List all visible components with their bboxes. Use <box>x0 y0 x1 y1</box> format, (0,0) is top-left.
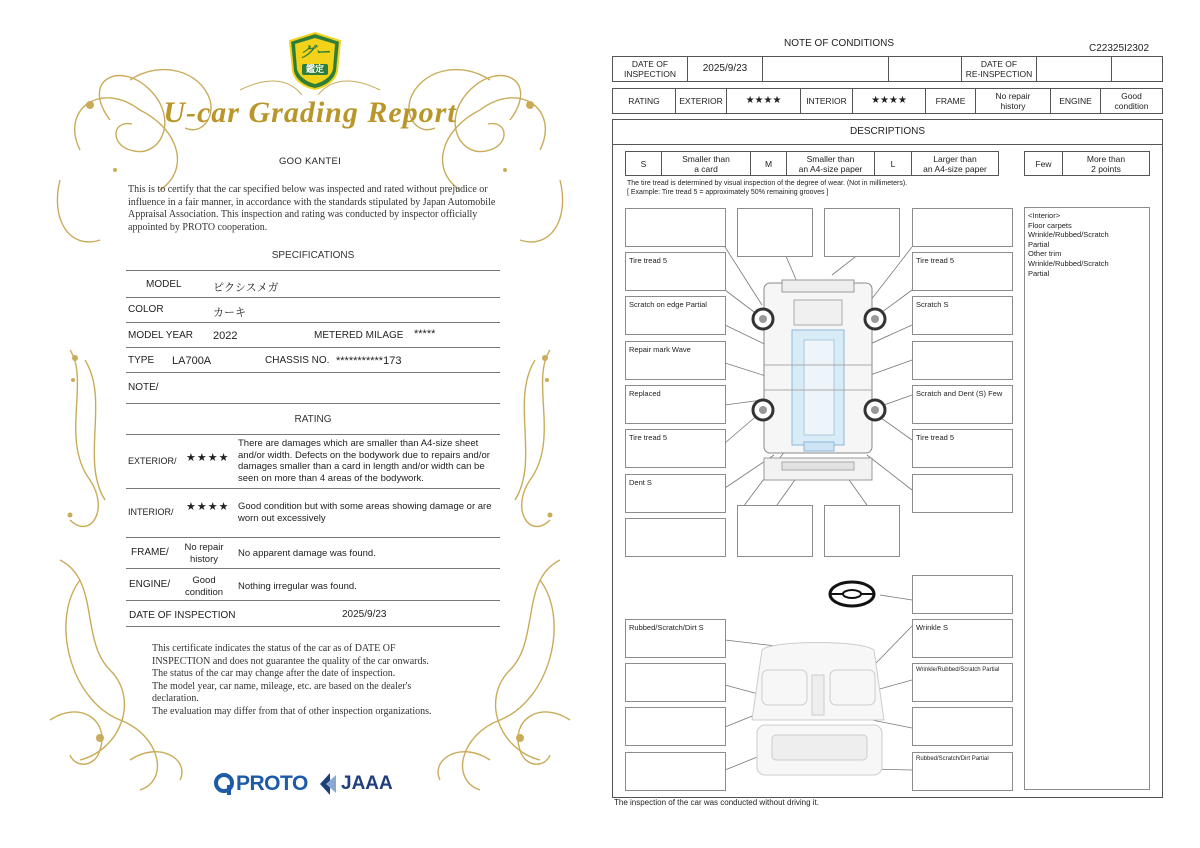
divider <box>126 270 500 271</box>
legend-few-desc <box>1063 152 1149 175</box>
type-value: LA700A <box>172 355 212 367</box>
interior-stars: ★★★★ <box>853 89 926 113</box>
interior-stars: ★★★★ <box>186 501 230 513</box>
interior-note-line: <Interior> <box>1028 211 1061 220</box>
divider <box>126 297 500 298</box>
damage-box-interior-rubbed <box>912 752 1013 791</box>
divider <box>126 347 500 348</box>
damage-box-interior-wrinkle <box>912 619 1013 658</box>
frame-value <box>976 89 1051 113</box>
damage-box <box>824 505 900 557</box>
reinspection-label: DATE OF <box>980 59 1018 69</box>
damage-label: Scratch S <box>916 300 949 309</box>
engine-value-line: condition <box>1114 101 1149 111</box>
divider <box>126 600 500 601</box>
interior-note-line: Floor carpets <box>1028 220 1072 230</box>
damage-box <box>912 474 1013 513</box>
legend-text: 2 points <box>1091 163 1121 174</box>
frame-value-line: history <box>1000 101 1026 111</box>
steering-wheel-icon <box>830 582 874 606</box>
damage-box-left-repair <box>625 341 726 380</box>
type-label: TYPE <box>128 355 155 366</box>
engine-value <box>1101 89 1162 113</box>
conditions-title: NOTE OF CONDITIONS <box>784 38 894 49</box>
footer-line: The evaluation may differ from that of other inspection organizations. <box>152 705 432 717</box>
divider <box>612 144 1163 145</box>
frame-description: No apparent damage was found. <box>238 548 376 559</box>
rating-label: RATING <box>613 89 676 113</box>
divider <box>126 568 500 569</box>
certification-statement: This is to certify that the car specified below was inspected and rated without prejudice or influence in a fair manner, in accordance with the standards stipulated by Japan Automobile Appraisal Association. This inspection and rating was conducted by inspector officially appointed by PROTO cooperation. <box>128 184 496 233</box>
proto-wordmark: PROTO <box>236 772 308 795</box>
divider <box>126 322 500 323</box>
legend-l: L <box>875 152 912 175</box>
legend-s-desc <box>662 152 751 175</box>
damage-label: Scratch on edge Partial <box>629 300 707 309</box>
proto-logo <box>213 770 308 798</box>
legend-text: Smaller than <box>682 153 730 164</box>
interior-note-line: Partial <box>1028 268 1050 278</box>
damage-box <box>625 752 726 791</box>
engine-label: ENGINE <box>1051 89 1101 113</box>
metered-milage-value: ***** <box>414 328 436 340</box>
date-of-inspection-value: 2025/9/23 <box>342 609 387 620</box>
damage-box-interior-wrinkle-rubbed <box>912 663 1013 702</box>
frame-label: FRAME/ <box>131 547 169 558</box>
date-label: DATE OF <box>631 59 669 69</box>
empty-cell <box>889 57 962 81</box>
date-label: INSPECTION <box>624 69 676 79</box>
divider <box>126 626 500 627</box>
goo-kantei-badge <box>287 31 343 91</box>
engine-value-line: Good <box>1121 91 1142 101</box>
damage-label: Dent S <box>629 478 652 487</box>
damage-box <box>737 505 813 557</box>
few-legend <box>1024 151 1150 176</box>
frame-value-line: No repair <box>995 91 1031 101</box>
damage-box-left-replaced <box>625 385 726 424</box>
interior-note-line: Partial <box>1028 239 1050 249</box>
model-year-label: MODEL YEAR <box>128 330 194 341</box>
footer-line: declaration. <box>152 693 199 705</box>
damage-label: Repair mark Wave <box>629 345 691 354</box>
chassis-label: CHASSIS NO. <box>265 355 330 366</box>
damage-label: Tire tread 5 <box>916 256 955 265</box>
legend-m: M <box>751 152 787 175</box>
size-legend <box>625 151 999 176</box>
engine-label: ENGINE/ <box>129 579 171 590</box>
damage-box <box>625 208 726 247</box>
jaaa-wordmark: JAAA <box>341 773 393 794</box>
damage-label: Replaced <box>629 389 661 398</box>
damage-box-left-scratch <box>625 296 726 335</box>
car-top-view <box>753 280 885 480</box>
date-row <box>612 56 1163 82</box>
legend-text: a card <box>694 163 718 174</box>
damage-label: Tire tread 5 <box>629 256 668 265</box>
reinspection-label: RE-INSPECTION <box>965 69 1033 79</box>
exterior-stars: ★★★★ <box>186 452 230 464</box>
badge-text-top: グー <box>299 44 330 61</box>
damage-box <box>737 208 813 257</box>
rating-row <box>612 88 1163 114</box>
tire-example: [ Example: Tire tread 5 = approximately 50% remaining grooves ] <box>627 189 829 196</box>
empty-cell <box>763 57 889 81</box>
engine-value-line: condition <box>184 586 224 598</box>
legend-text: Smaller than <box>806 153 855 164</box>
engine-value <box>175 575 233 598</box>
interior-label: INTERIOR <box>801 89 853 113</box>
damage-box-right-scratch <box>912 296 1013 335</box>
damage-box <box>625 707 726 746</box>
legend-text: More than <box>1086 153 1126 164</box>
date-of-inspection-label: DATE OF INSPECTION <box>129 610 236 621</box>
legend-text: an A4-size paper <box>923 163 987 174</box>
frame-value <box>175 542 233 565</box>
footer-line: The status of the car may change after the date of inspection. <box>152 668 396 680</box>
divider <box>126 537 500 538</box>
damage-label: Scratch and Dent (S) Few <box>916 389 1003 398</box>
damage-label: Wrinkle S <box>916 623 948 632</box>
certificate-footer <box>152 643 482 719</box>
exterior-label: EXTERIOR/ <box>128 456 177 466</box>
footer-line: This certificate indicates the status of the car as of DATE OF <box>152 643 396 654</box>
proto-mark-icon <box>213 772 235 796</box>
damage-box-left-rear-tire <box>625 429 726 468</box>
rating-heading: RATING <box>294 414 332 425</box>
footer-line: The model year, car name, mileage, etc. are based on the dealer's <box>152 680 412 692</box>
report-title: U-car Grading Report <box>163 96 457 129</box>
frame-label: FRAME <box>926 89 976 113</box>
tire-note: The tire tread is determined by visual inspection of the degree of wear. (Not in millimeters). <box>627 180 908 187</box>
damage-box <box>912 575 1013 614</box>
damage-box <box>625 518 726 557</box>
footer-line: INSPECTION and does not guarantee the quality of the car onwards. <box>152 655 429 667</box>
damage-box <box>912 208 1013 247</box>
empty-cell <box>1112 57 1162 81</box>
damage-label: Rubbed/Scratch/Dirt S <box>629 623 704 632</box>
damage-label: Tire tread 5 <box>916 433 955 442</box>
damage-box <box>912 341 1013 380</box>
exterior-label: EXTERIOR <box>676 89 727 113</box>
date-label-cell <box>613 57 688 81</box>
metered-milage-label: METERED MILAGE <box>314 330 404 341</box>
legend-m-desc <box>787 152 875 175</box>
model-value: ピクシスメガ <box>213 282 279 294</box>
legend-few: Few <box>1025 152 1063 175</box>
reinspection-value <box>1037 57 1112 81</box>
damage-box-right-dent <box>912 385 1013 424</box>
frame-value-line: No repair <box>184 542 224 553</box>
damage-box <box>912 707 1013 746</box>
damage-box-left-dent <box>625 474 726 513</box>
color-value: カーキ <box>213 307 246 319</box>
exterior-stars: ★★★★ <box>727 89 801 113</box>
jaaa-mark-icon <box>318 771 338 797</box>
legend-s: S <box>626 152 662 175</box>
damage-box-left-front-tire <box>625 252 726 291</box>
conditions-footer: The inspection of the car was conducted without driving it. <box>614 798 819 807</box>
interior-label: INTERIOR/ <box>128 507 174 517</box>
note-label: NOTE/ <box>128 382 159 393</box>
legend-text: Larger than <box>933 153 977 164</box>
model-label: MODEL <box>146 279 182 290</box>
jaaa-logo <box>318 770 393 798</box>
exterior-description: There are damages which are smaller than A4-size sheet and/or width. Defects on the bodywork due to repairs and/or damages smaller than a card in length and/or width can be seen on more than 4 areas of the bodywork. <box>238 438 490 484</box>
report-code: C22325I2302 <box>1089 43 1150 54</box>
legend-text: an A4-size paper <box>798 163 863 174</box>
divider <box>126 372 500 373</box>
damage-box <box>625 663 726 702</box>
damage-label: Tire tread 5 <box>629 433 668 442</box>
brand-name: GOO KANTEI <box>278 156 342 167</box>
car-interior-view <box>752 643 884 776</box>
interior-description: Good condition but with some areas showing damage or are worn out excessively <box>238 501 492 524</box>
specifications-heading: SPECIFICATIONS <box>271 250 355 261</box>
damage-box-right-front-tire <box>912 252 1013 291</box>
interior-note-line: Wrinkle/Rubbed/Scratch <box>1028 230 1109 240</box>
engine-value-line: Good <box>192 575 216 586</box>
divider <box>126 488 500 489</box>
interior-note-line: Wrinkle/Rubbed/Scratch <box>1028 258 1109 268</box>
frame-value-line: history <box>190 553 218 565</box>
badge-text-bottom: 鑑定 <box>302 64 328 75</box>
reinspection-label-cell <box>962 57 1037 81</box>
damage-box-interior-front <box>625 619 726 658</box>
damage-label: Wrinkle/Rubbed/Scratch Partial <box>916 667 1000 673</box>
chassis-value: ***********173 <box>336 355 402 367</box>
divider <box>126 403 500 404</box>
divider <box>126 434 500 435</box>
model-year-value: 2022 <box>213 330 238 342</box>
descriptions-heading: DESCRIPTIONS <box>849 126 925 137</box>
color-label: COLOR <box>128 304 164 315</box>
interior-notes-panel <box>1024 207 1150 790</box>
damage-label: Rubbed/Scratch/Dirt Partial <box>916 756 989 762</box>
legend-l-desc <box>912 152 998 175</box>
interior-note-line: Other trim <box>1028 249 1062 259</box>
damage-box-right-rear-tire <box>912 429 1013 468</box>
engine-description: Nothing irregular was found. <box>238 581 357 592</box>
damage-box <box>824 208 900 257</box>
date-value: 2025/9/23 <box>688 57 763 81</box>
